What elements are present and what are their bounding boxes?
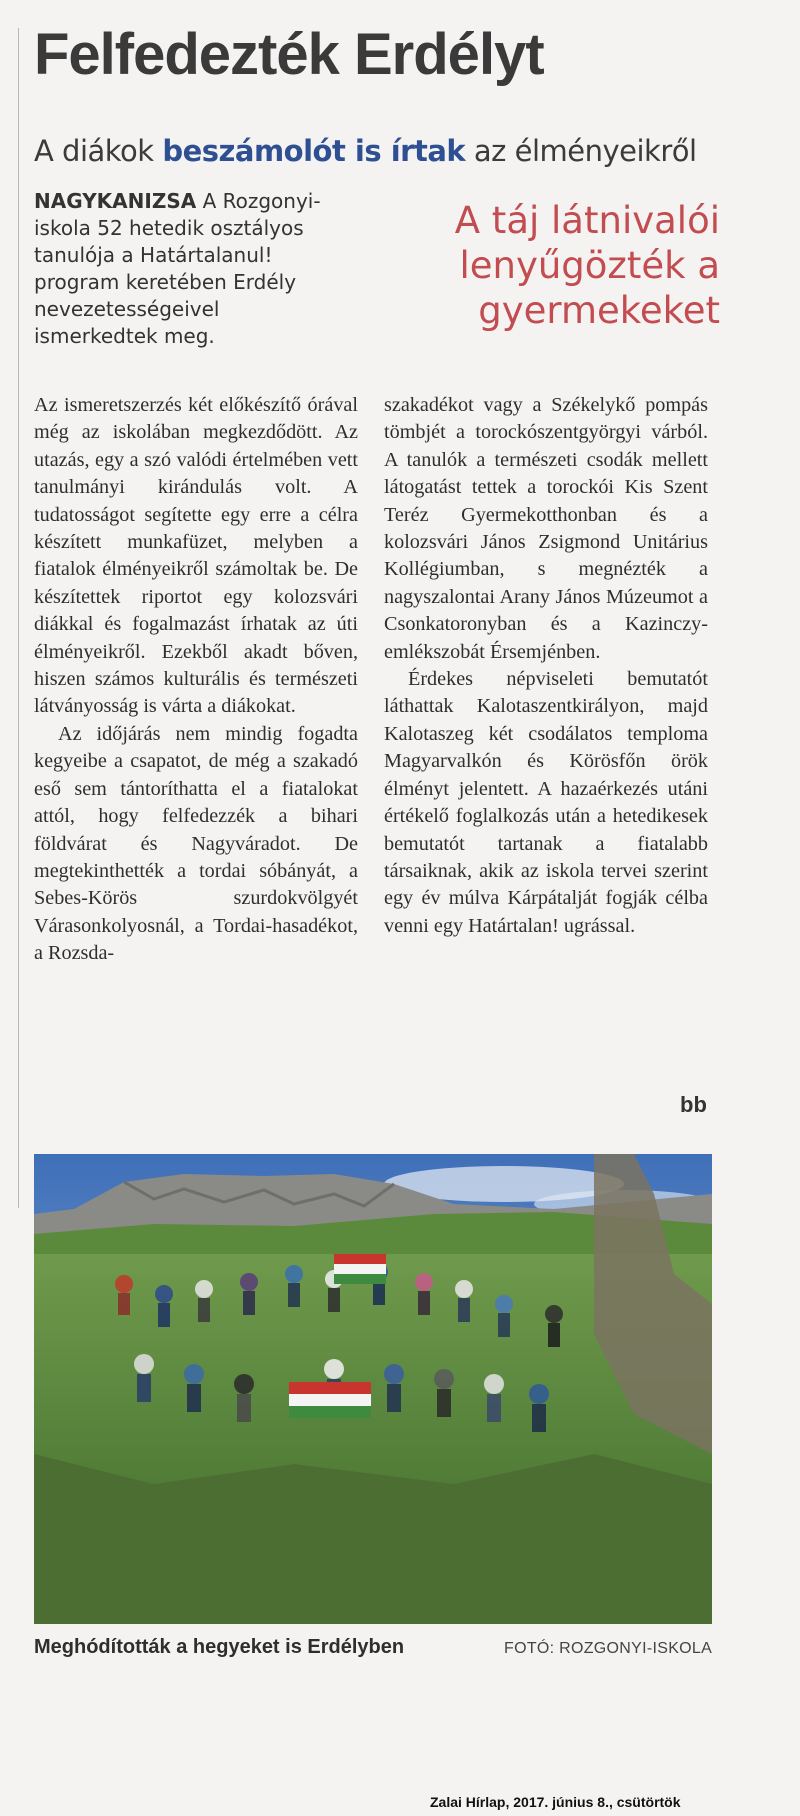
flag-icon (334, 1254, 386, 1284)
lead-text: A Rozgonyi-iskola 52 hetedik osztályos tanulója a Határtalanul! program keretében Erdély nevezetességeivel ismerkedtek meg. (34, 189, 321, 348)
author-byline: bb (680, 1092, 707, 1117)
body-paragraph: Az ismeretszerzés két előkészítő órával még az iskolában megkezdődött. Az utazás, egy a szó valódi értelmében vett tanulmányi kirándulás volt. A tudatosságot segítette egy erre a célra készített munkafüzet, melyben a fiatalok élményeikről számoltak be. De készítettek riportot egy kolozsvári diákkal és fogalmazást írhatak az úti élményeikről. Ezekből akadt bőven, hiszen számos kulturális és természeti látványosság is várta a diákokat. (34, 394, 358, 718)
group-photo (34, 1154, 712, 1624)
flag-icon (289, 1382, 371, 1418)
photo-caption: Meghódították a hegyeket is Erdélyben (34, 1636, 405, 1658)
body-paragraph: Érdekes népviseleti bemutatót láthattak Kalotaszentkirályon, majd Kalotaszeg két csodálatos temploma Magyarvalkón és Körösfőn örök élményt jelentett. A hazaérkezés utáni értékelő foglalkozás után a hetedikesek bemutatót tartanak a fiatalabb társaiknak, akik az iskola tervei szerint egy év múlva Kárpátalját fogják célba venni egy Határtalan! ugrással. (384, 668, 708, 937)
lead-paragraph (34, 188, 334, 350)
subhead-highlight: beszámolót is írtak (162, 134, 466, 168)
subheadline (34, 134, 774, 168)
column-rule (18, 28, 19, 1208)
body-column-right (384, 392, 708, 940)
headline: Felfedezték Erdélyt (34, 22, 544, 87)
dateline: NAGYKANIZSA (34, 189, 197, 213)
subhead-after: az élményeikről (465, 134, 697, 168)
photo-credit: FOTÓ: ROZGONYI-ISKOLA (504, 1640, 713, 1657)
body-paragraph: szakadékot vagy a Székelykő pompás tömbjét a torockószentgyörgyi várból. A tanulók a természeti csodák mellett látogatást tettek a torockói Kis Szent Teréz Gyermekotthonban és a kolozsvári János Zsigmond Unitárius Kollégiumban, s megnézték a nagyszalontai Arany János Múzeumot a Csonkatoronyban és a Kazinczy-emlékszobát Érsemjénben. (384, 394, 708, 663)
body-paragraph: Az időjárás nem mindig fogadta kegyeibe a csapatot, de még a szakadó eső sem tántoríthatta el a fiatalokat attól, hogy felfedezzék a bihari földvárat és Nagyváradot. De megtekinthették a tordai sóbányát, a Sebes-Körös szurdokvölgyét Várasonkolyosnál, a Tordai-hasadékot, a Rozsda- (34, 722, 358, 965)
pull-quote: A táj látnivalói lenyűgözték a gyermekeket (454, 199, 720, 332)
body-column-left (34, 392, 358, 968)
subhead-before: A diákok (34, 134, 163, 168)
publication-source: Zalai Hírlap, 2017. június 8., csütörtök (430, 1794, 681, 1810)
